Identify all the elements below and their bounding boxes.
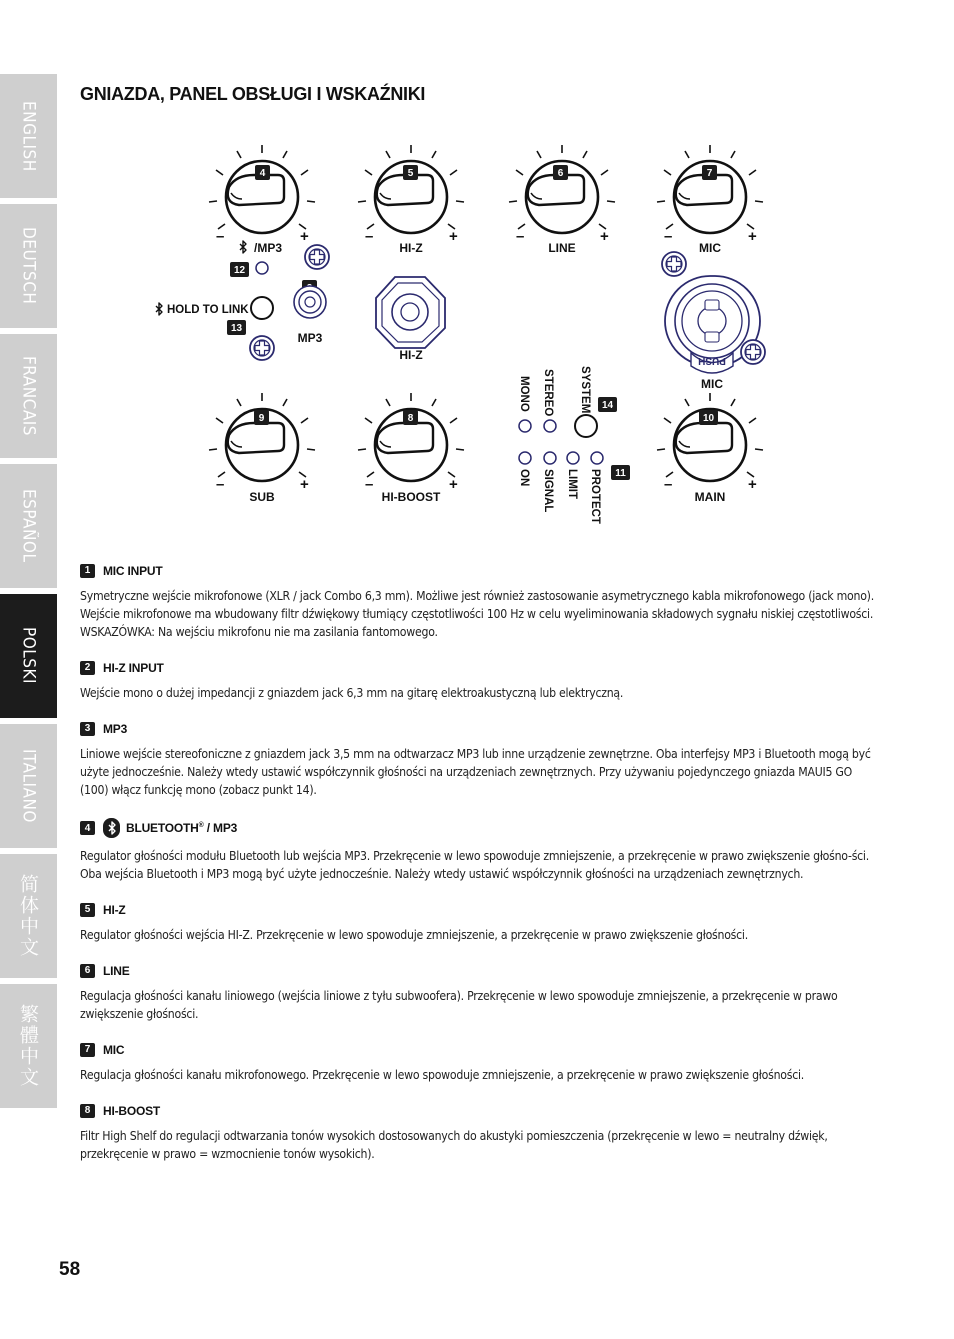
minus-sign: – xyxy=(516,228,525,245)
tab-english[interactable] xyxy=(0,74,57,204)
tab-label: 简体中文 xyxy=(17,874,39,958)
signal-label: SIGNAL xyxy=(542,469,554,513)
minus-sign: – xyxy=(216,228,225,245)
tab-italiano[interactable] xyxy=(0,724,57,854)
section-title: HI-Z xyxy=(103,902,126,917)
screw-icon xyxy=(305,245,329,269)
section-number: 7 xyxy=(80,1043,95,1057)
tab-francais[interactable] xyxy=(0,334,57,464)
section-hiz-input xyxy=(80,659,880,702)
plus-sign: + xyxy=(449,228,458,245)
language-tabs xyxy=(0,74,57,1114)
section-title-text: BLUETOOTH xyxy=(126,821,199,835)
section-title: MP3 xyxy=(103,721,128,736)
section-body: Regulacja głośności kanału mikrofonowego. Przekręcenie w lewo spowoduje zmniejszenie, a przekręcenie w prawo zwiększenie głośności. xyxy=(80,1068,804,1082)
section-body: Regulator głośności wejścia HI-Z. Przekręcenie w lewo spowoduje zmniejszenie, a przekręcenie w prawo zwiększenie głośności. xyxy=(80,928,748,942)
control-panel-diagram xyxy=(140,140,780,530)
mono-label: MONO xyxy=(518,376,530,412)
badge-6: 6 xyxy=(557,168,564,179)
knob-label-main: MAIN xyxy=(694,490,726,504)
section-number: 5 xyxy=(80,903,95,917)
minus-sign: – xyxy=(664,228,673,245)
tab-espanol[interactable] xyxy=(0,464,57,594)
minus-sign: – xyxy=(365,228,374,245)
section-number: 2 xyxy=(80,661,95,675)
badge-11: 11 xyxy=(615,468,626,479)
section-body: Liniowe wejście stereofoniczne z gniazdem jack 3,5 mm na odtwarzacz MP3 lub inne urządzenie zewnętrzne. Oba interfejsy MP3 i Bluetooth mogą być użyte jednocześnie. Należy wtedy ustawić współczynnik głośności na urządzeniach zewnętrznych. Przy używaniu pojedynczego gniazda MAUI5 GO (100) włącz funkcję mono (zobacz punkt 14). xyxy=(80,747,871,797)
section-title: HI-Z INPUT xyxy=(103,660,164,675)
page-title: GNIAZDA, PANEL OBSŁUGI I WSKAŹNIKI xyxy=(80,84,426,104)
minus-sign: – xyxy=(365,476,374,493)
mic-knob[interactable] xyxy=(657,145,763,233)
tab-traditional-chinese[interactable] xyxy=(0,984,57,1114)
description-list xyxy=(80,562,880,1181)
section-number: 4 xyxy=(80,821,95,835)
section-body: Wejście mono o dużej impedancji z gniazdem jack 6,3 mm na gitarę elektroakustyczną lub elektryczną. xyxy=(80,686,624,700)
badge-7: 7 xyxy=(706,168,713,179)
section-body: Filtr High Shelf do regulacji odtwarzania tonów wysokich dostosowanych do akustyki pomieszczenia (przekręcenie w lewo = neutralny dźwięk, przekręcenie w prawo = wzmocnienie tonów wysokich). xyxy=(80,1129,828,1161)
mono-led xyxy=(519,420,531,432)
plus-sign: + xyxy=(449,476,458,493)
sub-knob[interactable] xyxy=(209,393,315,481)
mic-jack-label: MIC xyxy=(701,377,723,391)
section-number: 3 xyxy=(80,722,95,736)
limit-led xyxy=(567,452,579,464)
limit-label: LIMIT xyxy=(566,469,578,500)
page-number: 58 xyxy=(59,1259,81,1280)
tab-label: 繁體中文 xyxy=(17,1004,39,1088)
minus-sign: – xyxy=(664,476,673,493)
knob-label-bt-mp3: /MP3 xyxy=(253,241,283,255)
mp3-jack[interactable] xyxy=(294,286,326,318)
section-mic-input xyxy=(80,562,880,641)
tab-label: ESPAÑOL xyxy=(18,489,39,563)
knob-label-sub: SUB xyxy=(249,490,275,504)
section-hi-boost xyxy=(80,1102,880,1163)
knob-label-mic: MIC xyxy=(699,241,721,255)
hold-to-link-label: HOLD TO LINK xyxy=(167,304,249,316)
plus-sign: + xyxy=(300,228,309,245)
tab-label: DEUTSCH xyxy=(18,227,39,305)
line-knob[interactable] xyxy=(509,145,615,233)
bluetooth-icon xyxy=(156,303,162,315)
badge-9: 9 xyxy=(258,413,265,424)
section-number: 8 xyxy=(80,1104,95,1118)
section-body: Regulator głośności modułu Bluetooth lub wejścia MP3. Przekręcenie w lewo spowoduje zmniejszenie, a przekręcenie w prawo zwiększenie głośno-ści. Oba wejścia Bluetooth i MP3 mogą być użyte jednocześnie. Należy wtedy ustawić współczynnik głośności na urządzeniach zewnętrznych. xyxy=(80,849,869,881)
section-line xyxy=(80,962,880,1023)
tab-label: FRANCAIS xyxy=(18,356,39,436)
on-label: ON xyxy=(518,469,530,487)
badge-4: 4 xyxy=(259,168,266,179)
minus-sign: – xyxy=(216,476,225,493)
knob-label-hiboost: HI-BOOST xyxy=(381,490,441,504)
section-title: MIC INPUT xyxy=(103,563,163,578)
bluetooth-led xyxy=(256,262,268,274)
hold-to-link-button[interactable] xyxy=(251,297,273,319)
section-title: MIC xyxy=(103,1042,125,1057)
stereo-label: STEREO xyxy=(542,369,554,417)
section-hiz xyxy=(80,901,880,944)
tab-polski[interactable] xyxy=(0,594,57,724)
section-body: Symetryczne wejście mikrofonowe (XLR / jack Combo 6,3 mm). Możliwe jest również zastosowanie asymetrycznego kabla mikrofonowego (jack mono). Wejście mikrofonowe ma wbudowany filtr dźwiękowy tłumiący częstotliwości 100 Hz w celu wyeliminowania składowych sygnału niskiej częstotliwości. WSKAZÓWKA: Na wejściu mikrofonu nie ma zasilania fantomowego. xyxy=(80,589,874,639)
section-title xyxy=(126,821,237,835)
bluetooth-icon xyxy=(240,241,246,253)
plus-sign: + xyxy=(300,476,309,493)
badge-8: 8 xyxy=(407,413,414,424)
mp3-jack-label: MP3 xyxy=(297,331,323,345)
hiz-jack[interactable] xyxy=(376,277,445,348)
screw-icon xyxy=(250,336,274,360)
tab-label: POLSKI xyxy=(18,627,39,685)
bluetooth-icon xyxy=(103,818,120,838)
section-number: 1 xyxy=(80,564,95,578)
section-bluetooth-mp3 xyxy=(80,817,880,883)
section-body: Regulacja głośności kanału liniowego (wejścia liniowe z tyłu subwoofera). Przekręcenie w lewo spowoduje zmniejszenie, a przekręcenie w prawo zwiększenie głośności. xyxy=(80,989,838,1021)
stereo-led xyxy=(544,420,556,432)
bt-mp3-knob[interactable] xyxy=(209,145,315,233)
hiboost-knob[interactable] xyxy=(358,393,464,481)
tab-label: ENGLISH xyxy=(18,100,39,172)
main-knob[interactable] xyxy=(657,393,763,481)
system-label: SYSTEM xyxy=(579,366,591,414)
section-mp3 xyxy=(80,720,880,799)
section-title: LINE xyxy=(103,963,130,978)
section-title: HI-BOOST xyxy=(103,1103,161,1118)
tab-deutsch[interactable] xyxy=(0,204,57,334)
badge-5: 5 xyxy=(407,168,414,179)
screw-icon xyxy=(741,340,765,364)
section-title-suffix: / MP3 xyxy=(203,821,238,835)
plus-sign: + xyxy=(600,228,609,245)
hiz-jack-label: HI-Z xyxy=(399,348,423,362)
push-label: PUSH xyxy=(698,355,726,366)
section-number: 6 xyxy=(80,964,95,978)
screw-icon xyxy=(662,252,686,276)
tab-label: ITALIANO xyxy=(18,749,39,823)
knob-label-line: LINE xyxy=(548,241,576,255)
plus-sign: + xyxy=(748,228,757,245)
system-button[interactable] xyxy=(575,415,597,437)
signal-led xyxy=(544,452,556,464)
protect-label: PROTECT xyxy=(589,469,601,524)
badge-13: 13 xyxy=(230,323,243,334)
section-mic xyxy=(80,1041,880,1084)
tab-simplified-chinese[interactable] xyxy=(0,854,57,984)
knob-label-hiz: HI-Z xyxy=(399,241,423,255)
protect-led xyxy=(591,452,603,464)
badge-14: 14 xyxy=(601,400,614,411)
badge-10: 10 xyxy=(702,413,715,424)
on-led xyxy=(519,452,531,464)
plus-sign: + xyxy=(748,476,757,493)
hiz-knob[interactable] xyxy=(358,145,464,233)
badge-12: 12 xyxy=(233,265,246,276)
registered-mark: ® xyxy=(198,822,204,829)
